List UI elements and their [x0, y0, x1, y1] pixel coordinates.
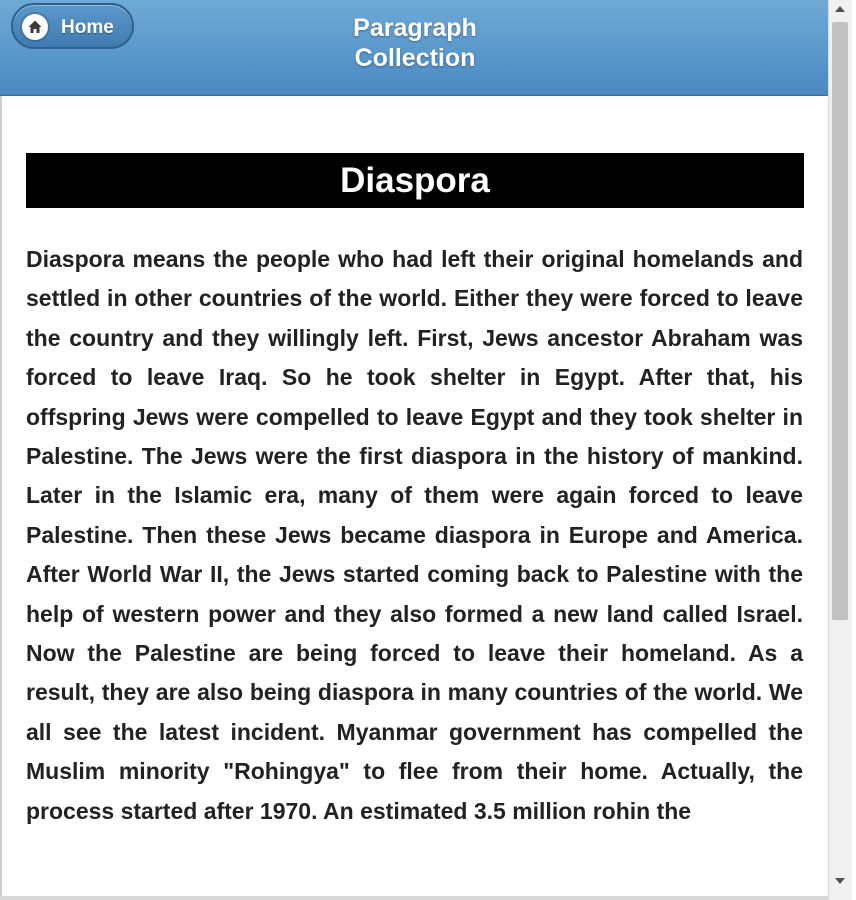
scroll-down-arrow-icon[interactable]: [835, 878, 845, 884]
home-icon: [22, 14, 48, 40]
vertical-scrollbar[interactable]: [828, 0, 852, 900]
scrollbar-thumb[interactable]: [832, 22, 848, 620]
article-paragraph: Diaspora means the people who had left their original homelands and settled in other countries of the world. Either they were forced to leave the country and they willingly left. First, Jews ancestor Abraham was forced to leave Iraq. So he took shelter in Egypt. After that, his offspring Jews were compelled to leave Egypt and they took shelter in Palestine. The Jews were the first diaspora in the history of mankind. Later in the Islamic era, many of them were again forced to leave Palestine. Then these Jews became diaspora in Europe and America. After World War II, the Jews started coming back to Palestine with the help of western power and they also formed a new land called Israel. Now the Palestine are being forced to leave their homeland. As a result, they are also being diaspora in many countries of the world. We all see the latest incident. Myanmar government has compelled the Muslim minority "Rohingya" to flee from their home. Actually, the process started after 1970. An estimated 3.5 million rohin the: [26, 246, 803, 824]
header-bar: [0, 0, 828, 96]
right-border: [852, 0, 856, 900]
page-title-line2: Collection: [354, 44, 476, 72]
page-title-line1: Paragraph: [353, 14, 477, 42]
scroll-up-arrow-icon[interactable]: [835, 6, 845, 12]
article-title: Diaspora: [340, 161, 490, 200]
home-button[interactable]: [11, 3, 134, 49]
left-border: [0, 96, 2, 900]
article-title-bar: [26, 153, 804, 208]
home-button-label: Home: [61, 17, 114, 38]
page-title: [300, 13, 530, 73]
bottom-border: [0, 896, 828, 900]
